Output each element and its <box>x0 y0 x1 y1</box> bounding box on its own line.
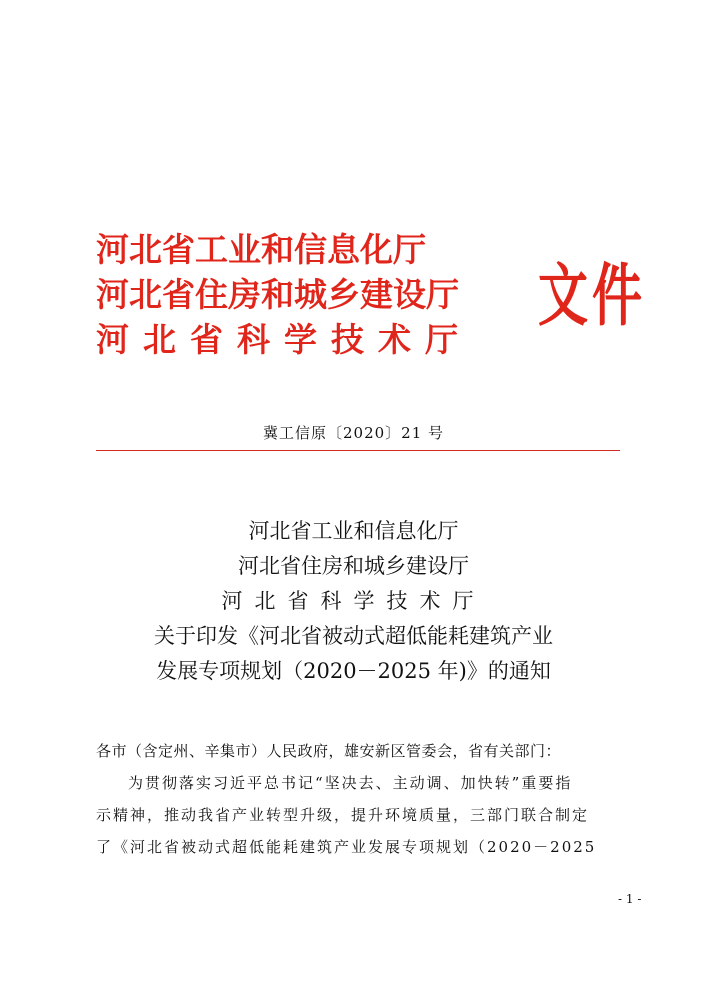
issuing-authorities-header <box>96 227 546 362</box>
red-divider-line <box>96 450 620 451</box>
title-line-1: 河北省工业和信息化厅 <box>248 519 459 543</box>
title-line-4: 关于印发《河北省被动式超低能耗建筑产业 <box>154 624 553 648</box>
paragraph-line-2: 示精神，推动我省产业转型升级，提升环境质量，三部门联合制定 <box>96 806 590 824</box>
title-line-3: 河北省科学技术厅 <box>221 589 486 613</box>
paragraph-line-3: 了《河北省被动式超低能耗建筑产业发展专项规划（2020－2025 <box>96 838 597 856</box>
header-authority-1: 河北省工业和信息化厅 <box>96 230 426 269</box>
page-number: - 1 - <box>618 892 642 906</box>
paragraph-line-1: 为贯彻落实习近平总书记“坚决去、主动调、加快转”重要指 <box>128 774 573 792</box>
notice-title <box>0 514 707 689</box>
header-authority-3: 河北省科学技术厅 <box>96 320 472 359</box>
salutation: 各市（含定州、辛集市）人民政府，雄安新区管委会，省有关部门： <box>96 742 562 760</box>
notice-body <box>96 735 648 863</box>
document-number: 冀工信原〔2020〕21 号 <box>262 424 445 442</box>
title-line-2: 河北省住房和城乡建设厅 <box>238 554 469 578</box>
header-authority-2: 河北省住房和城乡建设厅 <box>96 275 459 314</box>
header-document-suffix: 文件 <box>538 256 646 336</box>
title-line-5: 发展专项规划（2020－2025 年)》的通知 <box>156 659 551 683</box>
